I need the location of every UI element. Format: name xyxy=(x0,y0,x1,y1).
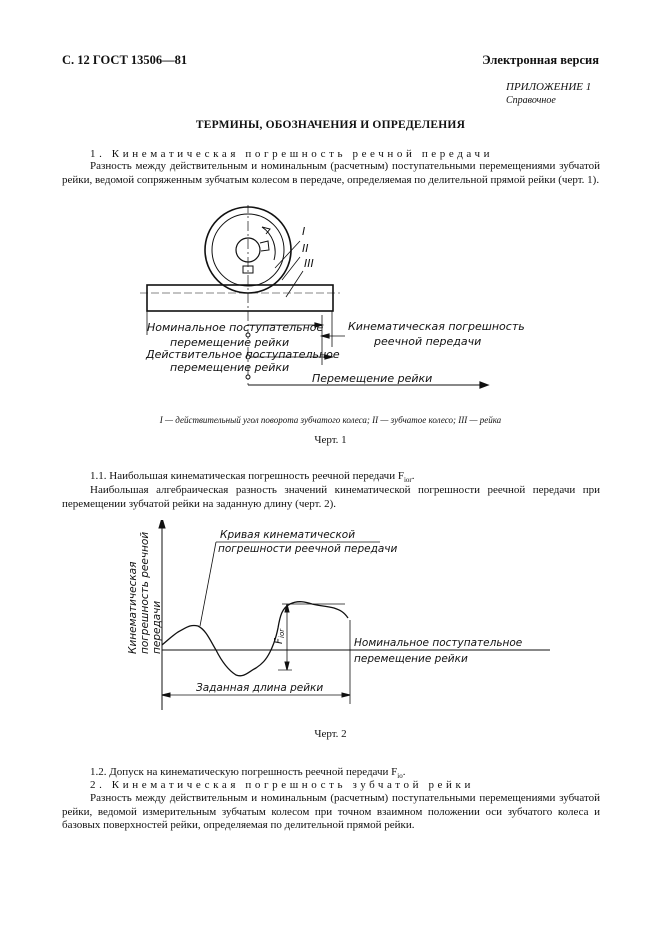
label-nominal-2: перемещение рейки xyxy=(170,336,290,349)
section-1-1-heading: 1.1. Наибольшая кинематическая погрешность реечной передачи $F_{ior}$. xyxy=(90,470,415,485)
label-actual-2: перемещение рейки xyxy=(170,361,290,374)
figure-1-number: Черт. 1 xyxy=(314,434,347,446)
rack xyxy=(147,285,333,311)
length-label: Заданная длина рейки xyxy=(196,682,324,694)
y-axis-label-3: передачи xyxy=(151,600,163,654)
roman-I: I xyxy=(302,225,306,238)
appendix-sublabel: Справочное xyxy=(506,95,556,106)
nominal-label-2: перемещение рейки xyxy=(354,653,468,665)
roman-III: III xyxy=(304,257,314,270)
page-header-right: Электронная версия xyxy=(482,53,599,67)
page-header-left: С. 12 ГОСТ 13506—81 xyxy=(62,53,188,67)
label-kin-2: реечной передачи xyxy=(374,335,482,348)
figure-2-number: Черт. 2 xyxy=(314,728,347,740)
figure-1 xyxy=(0,205,661,405)
label-actual-1: Действительное поступательное xyxy=(146,348,340,361)
error-curve xyxy=(162,602,348,676)
y-axis-label-2: погрешность реечной xyxy=(139,531,151,654)
f-ior-label: Fior xyxy=(273,628,286,644)
y-axis-label-1: Кинематическая xyxy=(127,561,139,654)
appendix-label: ПРИЛОЖЕНИЕ 1 xyxy=(506,81,592,93)
section-2-text: Разность между действительным и номинальным (расчетным) поступательными перемещениями зубчатой рейки, ведомой измерительным зубчатым колесом при точном взаимном положении оси зубчатого колеса и базовых поверхностей рейки, определяемая по делительной прямой рейки. xyxy=(62,792,600,832)
nominal-label-1: Номинальное поступательное xyxy=(354,637,523,649)
figure-1-caption: I — действительный угол поворота зубчатого колеса; II — зубчатое колесо; III — рейка xyxy=(159,415,502,425)
label-movement: Перемещение рейки xyxy=(312,372,433,385)
section-1-text: Разность между действительным и номинальным (расчетным) поступательными перемещениями зубчатой рейки, ведомой сопряженным зубчатым колесом в передаче, определяемая по делительной прямой рейки (черт. 1). xyxy=(62,160,600,186)
curve-label-2: погрешности реечной передачи xyxy=(218,543,398,555)
curve-label-1: Кривая кинематической xyxy=(220,529,356,541)
section-1-1-text: Наибольшая алгебраическая разность значений кинематической погрешности реечной передачи при перемещении зубчатой рейки на заданную длину (черт. 2). xyxy=(62,484,600,510)
label-nominal-1: Номинальное поступательное xyxy=(147,321,324,334)
figure-2 xyxy=(0,520,661,720)
roman-II: II xyxy=(302,242,309,255)
label-kin-1: Кинематическая погрешность xyxy=(348,320,525,333)
section-1-2-heading: 1.2. Допуск на кинематическую погрешность реечной передачи $F_{io}$. xyxy=(90,766,406,781)
page-title: ТЕРМИНЫ, ОБОЗНАЧЕНИЯ И ОПРЕДЕЛЕНИЯ xyxy=(195,119,466,131)
section-2-heading: 2. Кинематическая погрешность зубчатой рейки xyxy=(90,779,474,791)
gear-key xyxy=(260,241,269,251)
section-1-heading: 1. Кинематическая погрешность реечной передачи xyxy=(90,148,494,160)
